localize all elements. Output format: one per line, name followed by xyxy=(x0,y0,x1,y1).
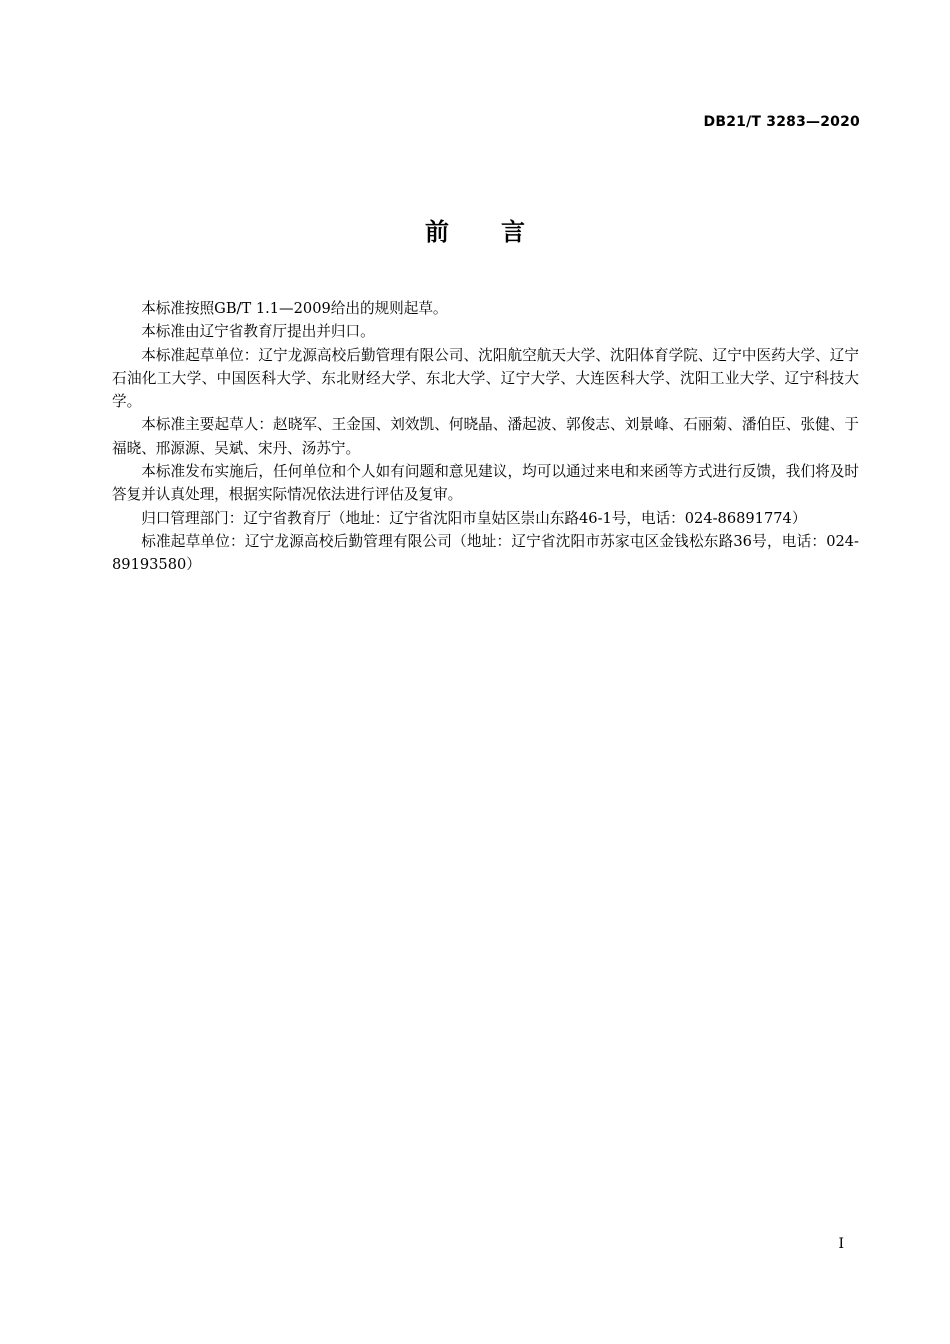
paragraph-feedback: 本标准发布实施后，任何单位和个人如有问题和意见建议，均可以通过来电和来函等方式进行反馈，我们将及时答复并认真处理，根据实际情况依法进行评估及复审。 xyxy=(112,463,859,504)
paragraph-drafting-unit-contact: 标准起草单位：辽宁龙源高校后勤管理有限公司（地址：辽宁省沈阳市苏家屯区金钱松东路36号，电话：024-89193580） xyxy=(112,532,859,574)
title-char-1: 前 xyxy=(425,218,449,246)
paragraph-proposer: 本标准由辽宁省教育厅提出并归口。 xyxy=(141,323,375,341)
document-code: DB21/T 3283—2020 xyxy=(703,114,860,130)
title-char-2: 言 xyxy=(501,218,525,246)
foreword-body xyxy=(112,297,859,577)
page-number: I xyxy=(838,1236,844,1252)
paragraph-management-dept: 归口管理部门：辽宁省教育厅（地址：辽宁省沈阳市皇姑区崇山东路46-1号，电话：024-86891774） xyxy=(141,509,807,527)
paragraph-drafting-units: 本标准起草单位：辽宁龙源高校后勤管理有限公司、沈阳航空航天大学、沈阳体育学院、辽宁中医药大学、辽宁石油化工大学、中国医科大学、东北财经大学、东北大学、辽宁大学、大连医科大学、沈阳工业大学、辽宁科技大学。 xyxy=(112,346,859,411)
page-title xyxy=(0,212,950,247)
paragraph-drafting-rules: 本标准按照GB/T 1.1—2009给出的规则起草。 xyxy=(141,300,448,317)
paragraph-drafters: 本标准主要起草人：赵晓军、王金国、刘效凯、何晓晶、潘起波、郭俊志、刘景峰、石丽菊、潘伯臣、张健、于福晓、邢源源、吴斌、宋丹、汤苏宁。 xyxy=(112,416,859,457)
